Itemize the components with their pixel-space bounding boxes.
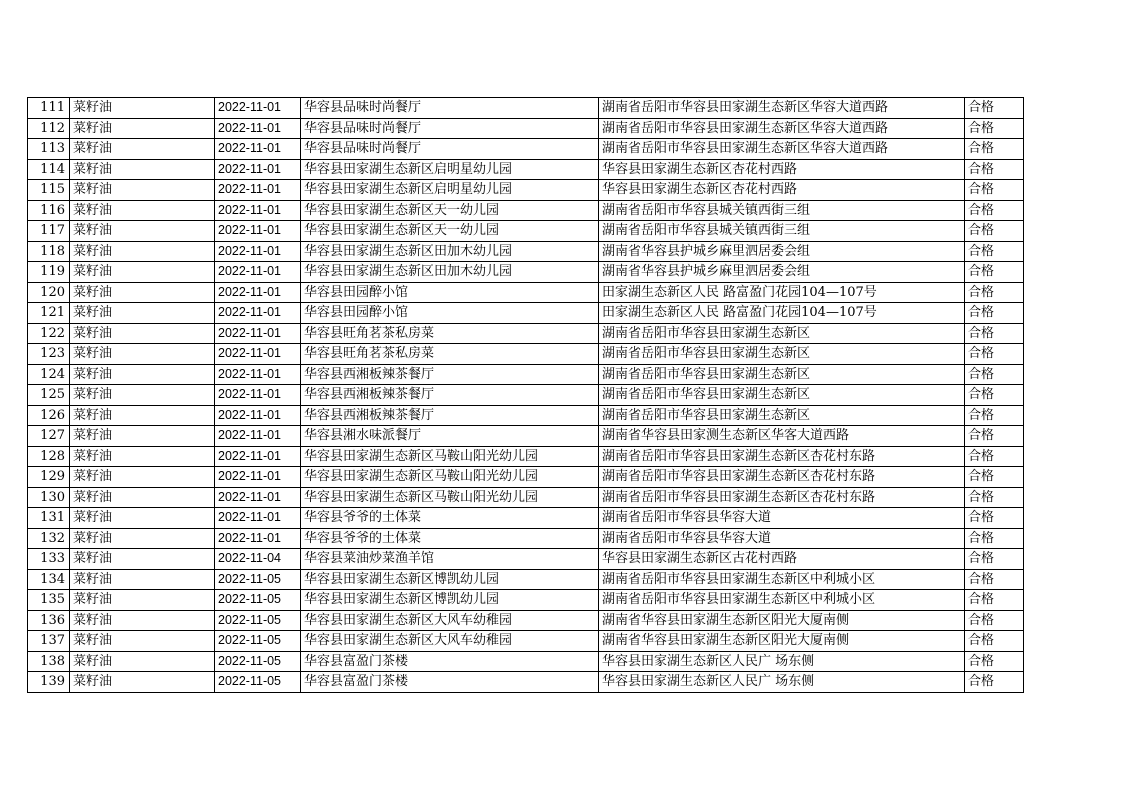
row-number-cell: 135 <box>28 590 70 611</box>
table-row <box>28 672 1024 693</box>
table-row <box>28 508 1024 529</box>
product-name-cell: 菜籽油 <box>70 631 215 652</box>
row-number-cell: 127 <box>28 426 70 447</box>
row-number-cell: 125 <box>28 385 70 406</box>
sampling-date-cell: 2022-11-01 <box>215 405 301 426</box>
table-row <box>28 610 1024 631</box>
product-name-cell: 菜籽油 <box>70 323 215 344</box>
product-name-cell: 菜籽油 <box>70 405 215 426</box>
table-row <box>28 323 1024 344</box>
table-row <box>28 118 1024 139</box>
row-number-cell: 113 <box>28 139 70 160</box>
address-cell: 湖南省岳阳市华容县田家湖生态新区杏花村东路 <box>599 446 965 467</box>
sampling-date-cell: 2022-11-01 <box>215 467 301 488</box>
row-number-cell: 128 <box>28 446 70 467</box>
inspection-results-table <box>27 97 1024 693</box>
result-cell: 合格 <box>965 405 1024 426</box>
row-number-cell: 130 <box>28 487 70 508</box>
sampling-date-cell: 2022-11-05 <box>215 672 301 693</box>
product-name-cell: 菜籽油 <box>70 590 215 611</box>
row-number-cell: 124 <box>28 364 70 385</box>
business-name-cell: 华容县田园醉小馆 <box>301 282 599 303</box>
result-cell: 合格 <box>965 118 1024 139</box>
row-number-cell: 136 <box>28 610 70 631</box>
product-name-cell: 菜籽油 <box>70 672 215 693</box>
address-cell: 湖南省华容县田家湖生态新区阳光大厦南侧 <box>599 610 965 631</box>
result-cell: 合格 <box>965 590 1024 611</box>
sampling-date-cell: 2022-11-01 <box>215 200 301 221</box>
business-name-cell: 华容县田家湖生态新区马鞍山阳光幼儿园 <box>301 487 599 508</box>
row-number-cell: 115 <box>28 180 70 201</box>
sampling-date-cell: 2022-11-01 <box>215 508 301 529</box>
business-name-cell: 华容县田家湖生态新区田加木幼儿园 <box>301 262 599 283</box>
product-name-cell: 菜籽油 <box>70 303 215 324</box>
address-cell: 湖南省岳阳市华容县田家湖生态新区杏花村东路 <box>599 467 965 488</box>
result-cell: 合格 <box>965 98 1024 119</box>
result-cell: 合格 <box>965 651 1024 672</box>
product-name-cell: 菜籽油 <box>70 651 215 672</box>
result-cell: 合格 <box>965 549 1024 570</box>
sampling-date-cell: 2022-11-01 <box>215 139 301 160</box>
address-cell: 湖南省岳阳市华容县田家湖生态新区中利城小区 <box>599 590 965 611</box>
sampling-date-cell: 2022-11-01 <box>215 344 301 365</box>
table-row <box>28 282 1024 303</box>
product-name-cell: 菜籽油 <box>70 528 215 549</box>
business-name-cell: 华容县田家湖生态新区大风车幼稚园 <box>301 631 599 652</box>
address-cell: 湖南省岳阳市华容县田家湖生态新区华容大道西路 <box>599 118 965 139</box>
business-name-cell: 华容县富盈门茶楼 <box>301 651 599 672</box>
business-name-cell: 华容县品味时尚餐厅 <box>301 118 599 139</box>
row-number-cell: 138 <box>28 651 70 672</box>
row-number-cell: 117 <box>28 221 70 242</box>
table-row <box>28 405 1024 426</box>
row-number-cell: 134 <box>28 569 70 590</box>
row-number-cell: 111 <box>28 98 70 119</box>
sampling-date-cell: 2022-11-01 <box>215 241 301 262</box>
sampling-date-cell: 2022-11-05 <box>215 610 301 631</box>
table-row <box>28 569 1024 590</box>
business-name-cell: 华容县田家湖生态新区大风车幼稚园 <box>301 610 599 631</box>
business-name-cell: 华容县旺角茗茶私房菜 <box>301 323 599 344</box>
table-body <box>28 98 1024 693</box>
table-row <box>28 487 1024 508</box>
address-cell: 湖南省岳阳市华容县田家湖生态新区 <box>599 405 965 426</box>
result-cell: 合格 <box>965 446 1024 467</box>
product-name-cell: 菜籽油 <box>70 487 215 508</box>
sampling-date-cell: 2022-11-05 <box>215 569 301 590</box>
address-cell: 湖南省华容县田家湖生态新区阳光大厦南侧 <box>599 631 965 652</box>
result-cell: 合格 <box>965 323 1024 344</box>
table-row <box>28 262 1024 283</box>
row-number-cell: 120 <box>28 282 70 303</box>
product-name-cell: 菜籽油 <box>70 241 215 262</box>
address-cell: 湖南省华容县田家测生态新区华客大道西路 <box>599 426 965 447</box>
sampling-date-cell: 2022-11-04 <box>215 549 301 570</box>
table-row <box>28 139 1024 160</box>
business-name-cell: 华容县西湘板辣茶餐厅 <box>301 385 599 406</box>
address-cell: 湖南省岳阳市华容县城关镇西街三组 <box>599 221 965 242</box>
address-cell: 湖南省岳阳市华容县田家湖生态新区华容大道西路 <box>599 98 965 119</box>
product-name-cell: 菜籽油 <box>70 221 215 242</box>
address-cell: 田家湖生态新区人民 路富盈门花园104—107号 <box>599 303 965 324</box>
product-name-cell: 菜籽油 <box>70 426 215 447</box>
row-number-cell: 122 <box>28 323 70 344</box>
sampling-date-cell: 2022-11-01 <box>215 180 301 201</box>
business-name-cell: 华容县田家湖生态新区马鞍山阳光幼儿园 <box>301 467 599 488</box>
business-name-cell: 华容县田家湖生态新区启明星幼儿园 <box>301 180 599 201</box>
sampling-date-cell: 2022-11-01 <box>215 446 301 467</box>
result-cell: 合格 <box>965 221 1024 242</box>
sampling-date-cell: 2022-11-01 <box>215 262 301 283</box>
address-cell: 湖南省岳阳市华容县田家湖生态新区 <box>599 385 965 406</box>
address-cell: 田家湖生态新区人民 路富盈门花园104—107号 <box>599 282 965 303</box>
address-cell: 华容县田家湖生态新区杏花村西路 <box>599 180 965 201</box>
table-row <box>28 446 1024 467</box>
product-name-cell: 菜籽油 <box>70 385 215 406</box>
business-name-cell: 华容县田家湖生态新区博凯幼儿园 <box>301 569 599 590</box>
result-cell: 合格 <box>965 467 1024 488</box>
row-number-cell: 114 <box>28 159 70 180</box>
result-cell: 合格 <box>965 631 1024 652</box>
business-name-cell: 华容县品味时尚餐厅 <box>301 98 599 119</box>
product-name-cell: 菜籽油 <box>70 569 215 590</box>
sampling-date-cell: 2022-11-01 <box>215 221 301 242</box>
table-row <box>28 98 1024 119</box>
row-number-cell: 112 <box>28 118 70 139</box>
address-cell: 华容县田家湖生态新区古花村西路 <box>599 549 965 570</box>
business-name-cell: 华容县田家湖生态新区天一幼儿园 <box>301 200 599 221</box>
table-row <box>28 590 1024 611</box>
business-name-cell: 华容县富盈门茶楼 <box>301 672 599 693</box>
business-name-cell: 华容县爷爷的土体菜 <box>301 508 599 529</box>
product-name-cell: 菜籽油 <box>70 159 215 180</box>
sampling-date-cell: 2022-11-05 <box>215 631 301 652</box>
product-name-cell: 菜籽油 <box>70 262 215 283</box>
sampling-date-cell: 2022-11-01 <box>215 159 301 180</box>
row-number-cell: 119 <box>28 262 70 283</box>
row-number-cell: 123 <box>28 344 70 365</box>
business-name-cell: 华容县爷爷的土体菜 <box>301 528 599 549</box>
sampling-date-cell: 2022-11-01 <box>215 487 301 508</box>
address-cell: 湖南省岳阳市华容县田家湖生态新区杏花村东路 <box>599 487 965 508</box>
business-name-cell: 华容县田家湖生态新区田加木幼儿园 <box>301 241 599 262</box>
address-cell: 湖南省华容县护城乡麻里泗居委会组 <box>599 262 965 283</box>
business-name-cell: 华容县湘水味派餐厅 <box>301 426 599 447</box>
result-cell: 合格 <box>965 364 1024 385</box>
result-cell: 合格 <box>965 487 1024 508</box>
row-number-cell: 118 <box>28 241 70 262</box>
business-name-cell: 华容县品味时尚餐厅 <box>301 139 599 160</box>
address-cell: 湖南省华容县护城乡麻里泗居委会组 <box>599 241 965 262</box>
result-cell: 合格 <box>965 344 1024 365</box>
result-cell: 合格 <box>965 426 1024 447</box>
address-cell: 湖南省岳阳市华容县田家湖生态新区华容大道西路 <box>599 139 965 160</box>
table-row <box>28 180 1024 201</box>
sampling-date-cell: 2022-11-01 <box>215 528 301 549</box>
product-name-cell: 菜籽油 <box>70 180 215 201</box>
result-cell: 合格 <box>965 610 1024 631</box>
product-name-cell: 菜籽油 <box>70 610 215 631</box>
address-cell: 湖南省岳阳市华容县华容大道 <box>599 508 965 529</box>
address-cell: 华容县田家湖生态新区杏花村西路 <box>599 159 965 180</box>
table-row <box>28 344 1024 365</box>
address-cell: 华容县田家湖生态新区人民广 场东侧 <box>599 651 965 672</box>
business-name-cell: 华容县西湘板辣茶餐厅 <box>301 364 599 385</box>
business-name-cell: 华容县田家湖生态新区天一幼儿园 <box>301 221 599 242</box>
row-number-cell: 116 <box>28 200 70 221</box>
product-name-cell: 菜籽油 <box>70 282 215 303</box>
product-name-cell: 菜籽油 <box>70 118 215 139</box>
business-name-cell: 华容县田家湖生态新区启明星幼儿园 <box>301 159 599 180</box>
table-row <box>28 385 1024 406</box>
result-cell: 合格 <box>965 672 1024 693</box>
address-cell: 湖南省岳阳市华容县田家湖生态新区中利城小区 <box>599 569 965 590</box>
table-row <box>28 426 1024 447</box>
sampling-date-cell: 2022-11-05 <box>215 651 301 672</box>
table-row <box>28 221 1024 242</box>
address-cell: 湖南省岳阳市华容县田家湖生态新区 <box>599 364 965 385</box>
business-name-cell: 华容县菜油炒菜渔羊馆 <box>301 549 599 570</box>
product-name-cell: 菜籽油 <box>70 98 215 119</box>
address-cell: 华容县田家湖生态新区人民广 场东侧 <box>599 672 965 693</box>
table-row <box>28 241 1024 262</box>
result-cell: 合格 <box>965 139 1024 160</box>
result-cell: 合格 <box>965 180 1024 201</box>
result-cell: 合格 <box>965 241 1024 262</box>
product-name-cell: 菜籽油 <box>70 467 215 488</box>
sampling-date-cell: 2022-11-01 <box>215 98 301 119</box>
table-row <box>28 200 1024 221</box>
result-cell: 合格 <box>965 200 1024 221</box>
product-name-cell: 菜籽油 <box>70 549 215 570</box>
sampling-date-cell: 2022-11-05 <box>215 590 301 611</box>
result-cell: 合格 <box>965 282 1024 303</box>
result-cell: 合格 <box>965 385 1024 406</box>
sampling-date-cell: 2022-11-01 <box>215 426 301 447</box>
result-cell: 合格 <box>965 303 1024 324</box>
business-name-cell: 华容县田家湖生态新区马鞍山阳光幼儿园 <box>301 446 599 467</box>
table-row <box>28 528 1024 549</box>
row-number-cell: 121 <box>28 303 70 324</box>
result-cell: 合格 <box>965 159 1024 180</box>
row-number-cell: 132 <box>28 528 70 549</box>
table-row <box>28 159 1024 180</box>
result-cell: 合格 <box>965 262 1024 283</box>
sampling-date-cell: 2022-11-01 <box>215 364 301 385</box>
address-cell: 湖南省岳阳市华容县田家湖生态新区 <box>599 344 965 365</box>
product-name-cell: 菜籽油 <box>70 139 215 160</box>
table-row <box>28 631 1024 652</box>
table-row <box>28 303 1024 324</box>
result-cell: 合格 <box>965 528 1024 549</box>
row-number-cell: 126 <box>28 405 70 426</box>
table-row <box>28 364 1024 385</box>
sampling-date-cell: 2022-11-01 <box>215 385 301 406</box>
product-name-cell: 菜籽油 <box>70 200 215 221</box>
row-number-cell: 137 <box>28 631 70 652</box>
product-name-cell: 菜籽油 <box>70 446 215 467</box>
table-row <box>28 467 1024 488</box>
product-name-cell: 菜籽油 <box>70 344 215 365</box>
business-name-cell: 华容县旺角茗茶私房菜 <box>301 344 599 365</box>
sampling-date-cell: 2022-11-01 <box>215 303 301 324</box>
row-number-cell: 133 <box>28 549 70 570</box>
address-cell: 湖南省岳阳市华容县城关镇西街三组 <box>599 200 965 221</box>
sampling-date-cell: 2022-11-01 <box>215 118 301 139</box>
table-row <box>28 549 1024 570</box>
row-number-cell: 131 <box>28 508 70 529</box>
result-cell: 合格 <box>965 569 1024 590</box>
business-name-cell: 华容县田园醉小馆 <box>301 303 599 324</box>
business-name-cell: 华容县西湘板辣茶餐厅 <box>301 405 599 426</box>
row-number-cell: 129 <box>28 467 70 488</box>
product-name-cell: 菜籽油 <box>70 364 215 385</box>
sampling-date-cell: 2022-11-01 <box>215 282 301 303</box>
result-cell: 合格 <box>965 508 1024 529</box>
business-name-cell: 华容县田家湖生态新区博凯幼儿园 <box>301 590 599 611</box>
address-cell: 湖南省岳阳市华容县田家湖生态新区 <box>599 323 965 344</box>
address-cell: 湖南省岳阳市华容县华容大道 <box>599 528 965 549</box>
sampling-date-cell: 2022-11-01 <box>215 323 301 344</box>
row-number-cell: 139 <box>28 672 70 693</box>
table-row <box>28 651 1024 672</box>
product-name-cell: 菜籽油 <box>70 508 215 529</box>
